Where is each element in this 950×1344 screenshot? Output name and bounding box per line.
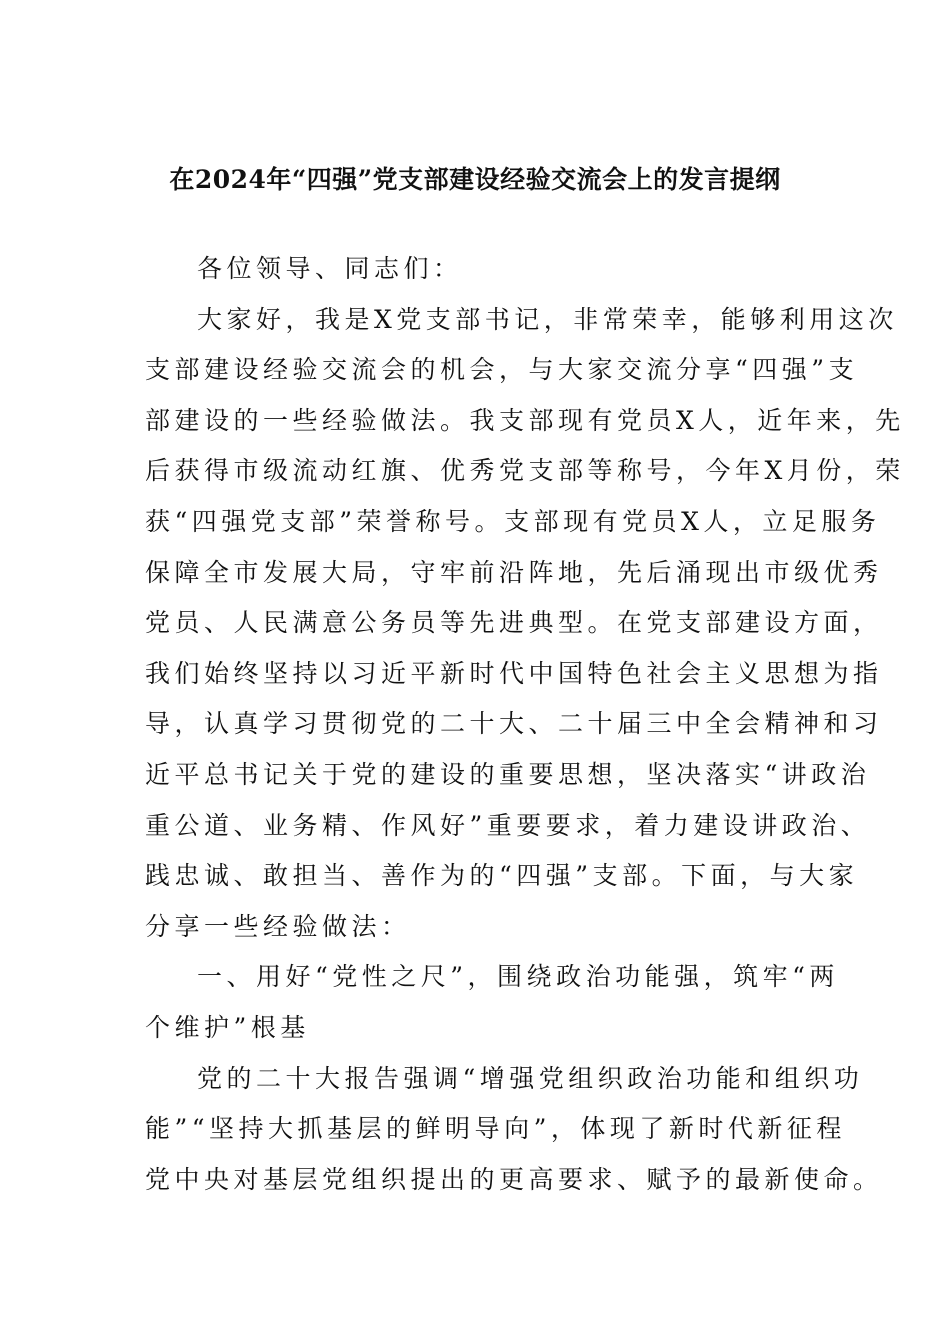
paragraph-line: 导，认真学习贯彻党的二十大、二十届三中全会精神和习: [145, 709, 883, 739]
paragraph-line: 我们始终坚持以习近平新时代中国特色社会主义思想为指: [145, 658, 883, 688]
paragraph-line: 各位领导、同志们：: [197, 254, 463, 283]
paragraph-line: 重公道、业务精、作风好”重要要求，着力建设讲政治、: [145, 810, 871, 840]
paragraph-line: 支部建设经验交流会的机会，与大家交流分享“四强”支: [145, 355, 859, 385]
document-body: [145, 251, 905, 1212]
paragraph-line: 能”“坚持大抓基层的鲜明导向”，体现了新时代新征程: [145, 1114, 846, 1144]
section-heading-line: 个维护”根基: [145, 1012, 310, 1042]
document-title: 在2024年“四强”党支部建设经验交流会上的发言提纲: [169, 165, 781, 194]
paragraph-line: 大家好，我是X党支部书记，非常荣幸，能够利用这次: [197, 304, 898, 334]
section-heading-line: 一、用好“党性之尺”，围绕政治功能强，筑牢“两: [197, 962, 839, 992]
paragraph-line: 党员、人民满意公务员等先进典型。在党支部建设方面，: [145, 608, 883, 638]
paragraph-line: 获“四强党支部”荣誉称号。支部现有党员X人，立足服务: [145, 506, 881, 536]
paragraph-line: 党中央对基层党组织提出的更高要求、赋予的最新使命。: [145, 1164, 883, 1194]
paragraph-line: 党的二十大报告强调“增强党组织政治功能和组织功: [197, 1063, 864, 1093]
paragraph-line: 部建设的一些经验做法。我支部现有党员X人，近年来，先: [145, 405, 905, 435]
paragraph-line: 保障全市发展大局，守牢前沿阵地，先后涌现出市级优秀: [145, 557, 883, 587]
paragraph-line: 近平总书记关于党的建设的重要思想，坚决落实“讲政治: [145, 759, 871, 789]
paragraph-line: 践忠诚、敢担当、善作为的“四强”支部。下面，与大家: [145, 861, 859, 891]
paragraph-line: 后获得市级流动红旗、优秀党支部等称号，今年X月份，荣: [145, 456, 905, 486]
paragraph-line: 分享一些经验做法：: [145, 911, 411, 941]
